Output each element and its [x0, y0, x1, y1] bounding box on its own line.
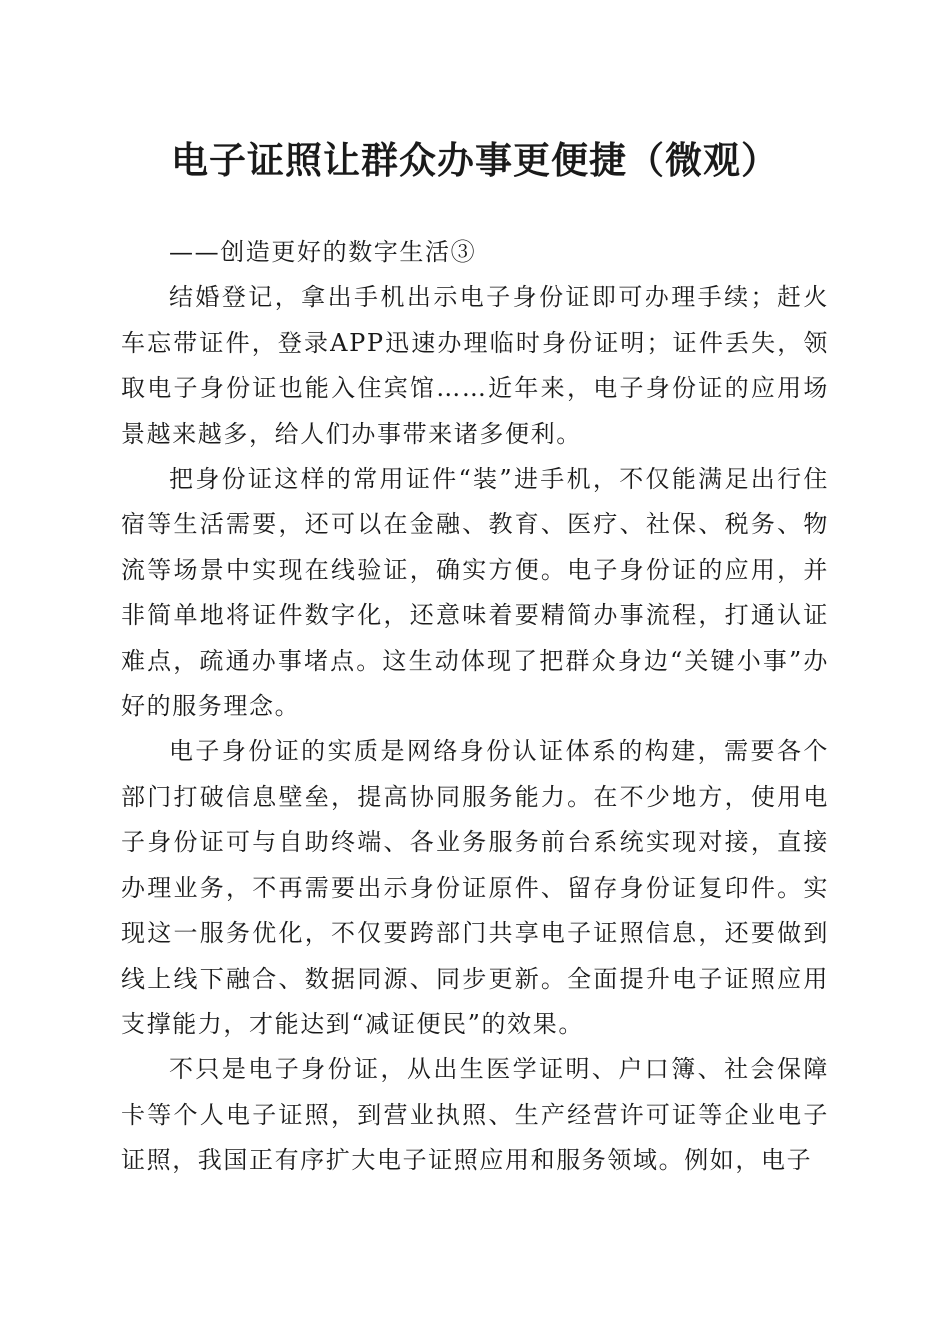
article-body — [121, 230, 829, 1184]
article-title: 电子证照让群众办事更便捷（微观） — [171, 138, 779, 182]
paragraph: 把身份证这样的常用证件“装”进手机，不仅能满足出行住宿等生活需要，还可以在金融、教育、医疗、社保、税务、物流等场景中实现在线验证，确实方便。电子身份证的应用，并非简单地将证件数字化，还意味着要精简办事流程，打通认证难点，疏通办事堵点。这生动体现了把群众身边“关键小事”办好的服务理念。 — [121, 465, 829, 721]
article-subtitle: ——创造更好的数字生活③ — [169, 238, 477, 266]
paragraph: 电子身份证的实质是网络身份认证体系的构建，需要各个部门打破信息壁垒，提高协同服务能力。在不少地方，使用电子身份证可与自助终端、各业务服务前台系统实现对接，直接办理业务，不再需要出示身份证原件、留存身份证复印件。实现这一服务优化，不仅要跨部门共享电子证照信息，还要做到线上线下融合、数据同源、同步更新。全面提升电子证照应用支撑能力，才能达到“减证便民”的效果。 — [121, 737, 829, 1038]
paragraph: 结婚登记，拿出手机出示电子身份证即可办理手续；赶火车忘带证件，登录APP迅速办理临时身份证明；证件丢失，领取电子身份证也能入住宾馆……近年来，电子身份证的应用场景越来越多，给人们办事带来诸多便利。 — [121, 283, 829, 448]
paragraph: 不只是电子身份证，从出生医学证明、户口簿、社会保障卡等个人电子证照，到营业执照、生产经营许可证等企业电子证照，我国正有序扩大电子证照应用和服务领域。例如，电子 — [121, 1055, 829, 1175]
